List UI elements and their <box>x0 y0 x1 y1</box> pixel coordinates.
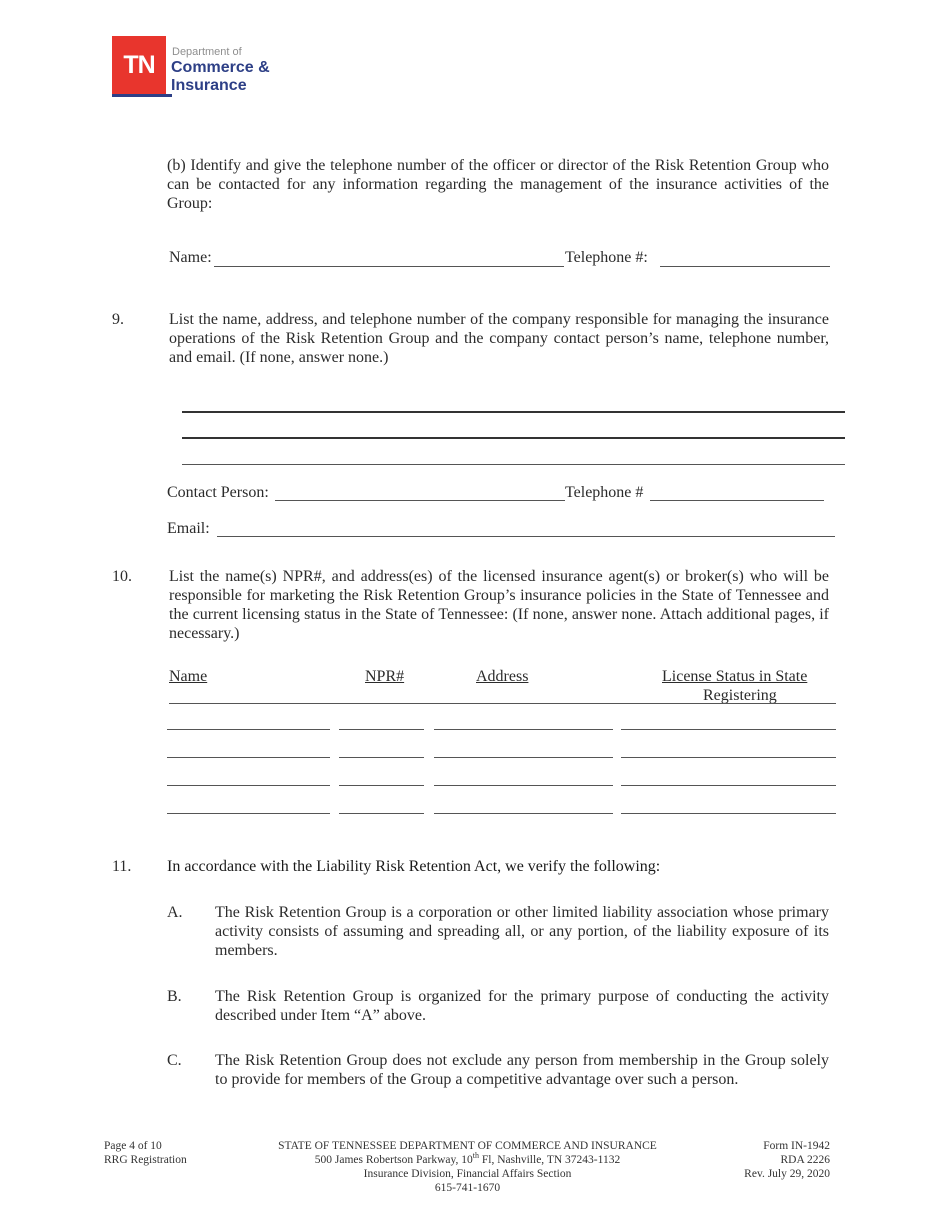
contact-phone-label: Telephone # <box>565 484 644 501</box>
item-11c-letter: C. <box>167 1052 182 1069</box>
agent-row-2-address[interactable] <box>434 757 613 758</box>
agent-row-3-license[interactable] <box>621 785 836 786</box>
col-header-address: Address <box>476 668 529 685</box>
agent-row-3-address[interactable] <box>434 785 613 786</box>
footer-center <box>230 1139 705 1195</box>
footer-left <box>104 1139 187 1167</box>
contact-person-label: Contact Person: <box>167 484 269 501</box>
officer-name-label: Name: <box>169 249 212 266</box>
col-header-license-2: Registering <box>703 687 777 704</box>
item-11-number: 11. <box>112 858 132 875</box>
footer-page-number: Page 4 of 10 <box>104 1140 162 1152</box>
footer-agency: STATE OF TENNESSEE DEPARTMENT OF COMMERCE AND INSURANCE <box>278 1140 657 1152</box>
tn-commerce-insurance-logo <box>112 36 282 100</box>
col-header-name: Name <box>169 668 208 685</box>
footer-registration: RRG Registration <box>104 1154 187 1166</box>
management-company-line-2[interactable] <box>182 437 845 439</box>
agent-row-1-license[interactable] <box>621 729 836 730</box>
table-header-rule <box>169 703 836 704</box>
agent-row-2-name[interactable] <box>167 757 330 758</box>
officer-phone-field[interactable] <box>660 266 830 267</box>
item-9-text: List the name, address, and telephone number of the company responsible for managing the insurance operations of the Risk Retention Group and the company contact person’s name, telephone number, and email. (If none, answer none.) <box>169 311 829 366</box>
tn-logo-badge: TN <box>112 36 166 94</box>
agent-row-1-name[interactable] <box>167 729 330 730</box>
col-header-license: License Status in State <box>662 668 808 685</box>
footer-phone: 615-741-1670 <box>434 1182 501 1194</box>
col-header-npr: NPR# <box>365 668 405 685</box>
logo-underline-2 <box>166 94 172 97</box>
item-11c-text: The Risk Retention Group does not exclude any person from membership in the Group solely to provide for members of the Group a competitive advantage over such a person. <box>215 1052 829 1088</box>
agent-row-3-npr[interactable] <box>339 785 424 786</box>
contact-person-field[interactable] <box>275 500 565 501</box>
item-11b-text: The Risk Retention Group is organized for the primary purpose of conducting the activity described under Item “A” above. <box>215 988 829 1024</box>
logo-underline <box>112 94 166 97</box>
agent-row-1-address[interactable] <box>434 729 613 730</box>
footer-form-number: Form IN-1942 <box>763 1140 830 1152</box>
agent-row-4-npr[interactable] <box>339 813 424 814</box>
item-11a-text: The Risk Retention Group is a corporation or other limited liability association whose primary activity consists of assuming and spreading all, or any portion, of the liability exposure of its members. <box>215 904 829 959</box>
agent-row-1-npr[interactable] <box>339 729 424 730</box>
section-b-text: (b) Identify and give the telephone number of the officer or director of the Risk Retention Group who can be contacted for any information regarding the management of the insurance activities of the Group: <box>167 157 829 212</box>
item-10-number: 10. <box>112 568 132 585</box>
item-11b-letter: B. <box>167 988 182 1005</box>
footer-address <box>230 1153 705 1167</box>
agent-row-3-name[interactable] <box>167 785 330 786</box>
footer-right <box>700 1139 830 1181</box>
item-10-text: List the name(s) NPR#, and address(es) of the licensed insurance agent(s) or broker(s) who will be responsible for marketing the Risk Retention Group’s insurance policies in the State of Tennessee and the current licensing status in the State of Tennessee: (If none, answer none. Attach additional pages, if necessary.) <box>169 568 829 642</box>
logo-line-1: Commerce & <box>171 59 270 76</box>
contact-phone-field[interactable] <box>650 500 824 501</box>
email-field[interactable] <box>217 536 835 537</box>
footer-revision: Rev. July 29, 2020 <box>744 1168 830 1180</box>
item-9-number: 9. <box>112 311 124 328</box>
agent-row-2-license[interactable] <box>621 757 836 758</box>
logo-line-2: Insurance <box>171 77 247 94</box>
footer-address-a: 500 James Robertson Parkway, 10 <box>314 1154 473 1166</box>
email-label: Email: <box>167 520 210 537</box>
management-company-line-1[interactable] <box>182 411 845 413</box>
footer-address-sup: th <box>472 1151 480 1161</box>
officer-name-field[interactable] <box>214 266 564 267</box>
footer-rda: RDA 2226 <box>780 1154 830 1166</box>
officer-phone-label: Telephone #: <box>565 249 648 266</box>
agent-row-2-npr[interactable] <box>339 757 424 758</box>
footer-division: Insurance Division, Financial Affairs Section <box>363 1168 572 1180</box>
item-11-text: In accordance with the Liability Risk Retention Act, we verify the following: <box>167 858 661 875</box>
item-11a-letter: A. <box>167 904 183 921</box>
management-company-line-3[interactable] <box>182 464 845 465</box>
agent-row-4-license[interactable] <box>621 813 836 814</box>
footer-address-b: Fl, Nashville, TN 37243-1132 <box>479 1154 621 1166</box>
agent-row-4-name[interactable] <box>167 813 330 814</box>
logo-dept-text: Department of <box>172 46 242 58</box>
agent-row-4-address[interactable] <box>434 813 613 814</box>
